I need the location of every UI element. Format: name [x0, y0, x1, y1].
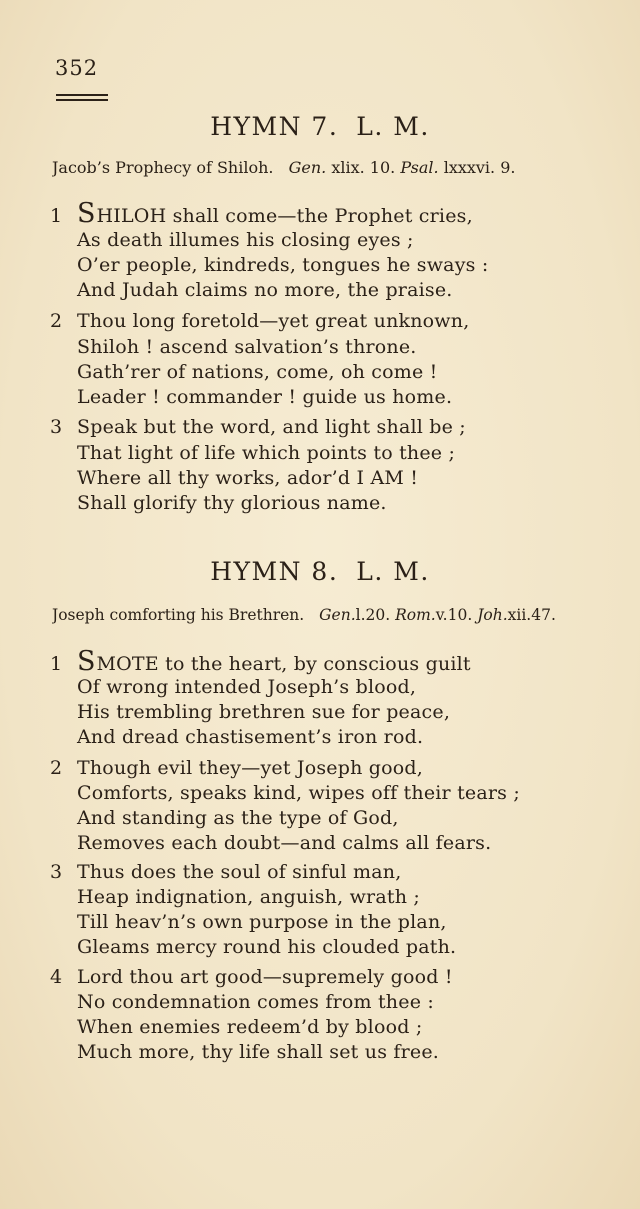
verse-line: Lord thou art good—supremely good !	[77, 966, 453, 988]
verse-number: 3	[50, 861, 63, 883]
verse-line	[77, 198, 473, 229]
ref-book: Rom.	[395, 606, 436, 624]
verse-line: And standing as the type of God,	[77, 807, 399, 829]
verse-line: Comforts, speaks kind, wipes off their tears ;	[77, 782, 520, 804]
verse-line: Shiloh ! ascend salvation’s throne.	[77, 336, 417, 358]
verse-line: Till heav’n’s own purpose in the plan,	[77, 911, 447, 933]
verse-line: Thou long foretold—yet great unknown,	[77, 310, 470, 332]
subtitle-text: Jacob’s Prophecy of Shiloh.	[52, 158, 274, 177]
verse-line-text: MOTE to the heart, by conscious guilt	[96, 653, 471, 675]
verse-line: When enemies redeem’d by blood ;	[77, 1016, 423, 1038]
ref-chapter: xii.47.	[507, 606, 556, 624]
hymn-meter: L. M.	[356, 112, 430, 141]
scripture-reference	[319, 606, 556, 624]
verse-line: His trembling brethren sue for peace,	[77, 701, 451, 723]
verse-line: Where all thy works, ador’d I AM !	[77, 467, 419, 489]
verse-line: And Judah claims no more, the praise.	[77, 279, 453, 301]
verse-number: 3	[50, 416, 63, 438]
page-number: 352	[55, 56, 99, 80]
verse-line: Heap indignation, anguish, wrath ;	[77, 886, 420, 908]
hymn-number-label: HYMN 7.	[210, 112, 339, 141]
ref-book: Joh.	[477, 606, 508, 624]
verse-number: 1	[50, 205, 63, 227]
ref-chapter: lxxxvi. 9.	[443, 158, 516, 177]
verse-line	[77, 646, 471, 677]
verse-line: Gleams mercy round his clouded path.	[77, 936, 457, 958]
verse-line-text: HILOH shall come—the Prophet cries,	[96, 205, 473, 227]
verse-line: Removes each doubt—and calms all fears.	[77, 832, 492, 854]
verse-line: Leader ! commander ! guide us home.	[77, 386, 453, 408]
verse-number: 4	[50, 966, 63, 988]
ref-book: Gen.	[319, 606, 356, 624]
subtitle-text: Joseph comforting his Brethren.	[52, 606, 305, 624]
verse-line: Of wrong intended Joseph’s blood,	[77, 676, 417, 698]
verse-line: Much more, thy life shall set us free.	[77, 1041, 440, 1063]
verse-line: Shall glorify thy glorious name.	[77, 492, 387, 514]
verse-line: Speak but the word, and light shall be ;	[77, 416, 466, 438]
hymn-8-title	[0, 557, 640, 586]
verse-number: 2	[50, 310, 63, 332]
drop-cap: S	[77, 198, 97, 229]
hymn-number-label: HYMN 8.	[210, 557, 339, 586]
header-rule-top	[56, 94, 108, 96]
verse-line: O’er people, kindreds, tongues he sways :	[77, 254, 489, 276]
verse-line: As death illumes his closing eyes ;	[77, 229, 414, 251]
hymn-8-subtitle	[52, 606, 637, 624]
hymn-7-subtitle	[52, 158, 637, 177]
scripture-reference	[289, 158, 516, 177]
verse-number: 1	[50, 653, 63, 675]
ref-book: Gen.	[288, 158, 327, 177]
verse-line: No condemnation comes from thee :	[77, 991, 434, 1013]
drop-cap: S	[77, 646, 97, 677]
verse-line: Though evil they—yet Joseph good,	[77, 757, 424, 779]
ref-chapter: xlix. 10.	[331, 158, 396, 177]
verse-line: And dread chastisement’s iron rod.	[77, 726, 424, 748]
hymn-7-title	[0, 112, 640, 141]
header-rule-bottom	[56, 99, 108, 101]
verse-line: Gath’rer of nations, come, oh come !	[77, 361, 438, 383]
ref-book: Psal.	[400, 158, 439, 177]
verse-number: 2	[50, 757, 63, 779]
ref-chapter: l.20.	[355, 606, 391, 624]
hymn-meter: L. M.	[356, 557, 430, 586]
ref-chapter: v.10.	[435, 606, 473, 624]
verse-line: Thus does the soul of sinful man,	[77, 861, 402, 883]
verse-line: That light of life which points to thee ;	[77, 442, 456, 464]
